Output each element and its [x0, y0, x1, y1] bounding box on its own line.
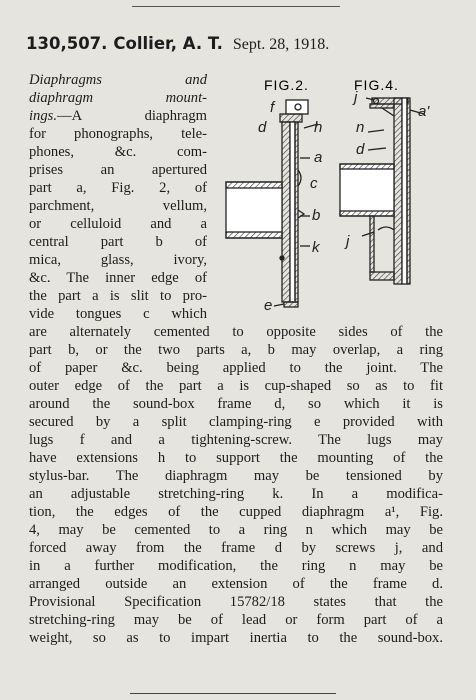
label-e: e — [264, 297, 273, 314]
text-line-30: Provisional Specification 15782/18 states that the — [29, 594, 443, 610]
text-line-5: phones, &c. com- — [29, 144, 207, 160]
text-line-8: parchment, vellum, — [29, 198, 207, 214]
label-n: n — [356, 119, 365, 136]
fig4-drawing — [340, 98, 424, 284]
text-line-17: of paper &c. being applied to the joint. The — [29, 360, 443, 376]
text-line-3 — [29, 108, 207, 125]
text-line-9: or celluloid and a — [29, 216, 207, 232]
text-line-18: outer edge of the part a is cup-shaped so as to fit — [29, 378, 443, 394]
text-line-32: weight, so as to impart inertia to the sound-box. — [29, 630, 443, 646]
text-line-13: the part a is slit to pro- — [29, 288, 207, 304]
text-line-27: forced away from the frame d by screws j, and — [29, 540, 443, 556]
text-line-26: 4, may be cemented to a ring n which may be — [29, 522, 443, 538]
top-rule — [132, 6, 340, 7]
label-d-fig4: d — [356, 141, 365, 158]
fig2-title: FIG.2. — [264, 77, 309, 93]
text-line-2: diaphragm mount- — [29, 90, 207, 106]
patent-header — [26, 34, 466, 55]
label-a-prime: a' — [418, 103, 430, 120]
text-line-16: part b, or the two parts a, b may overlap, a ring — [29, 342, 443, 358]
text-line-29: arranged outside an extension of the frame d. — [29, 576, 443, 592]
patent-number: 130,507. — [26, 34, 108, 53]
text-line-21: lugs f and a tightening-screw. The lugs may — [29, 432, 443, 448]
text-line-14: vide tongues c which — [29, 306, 207, 322]
text-line-11: mica, glass, ivory, — [29, 252, 207, 268]
fig4-title: FIG.4. — [354, 77, 399, 93]
text-line-6: prises an apertured — [29, 162, 207, 178]
text-line-15: are alternately cemented to opposite sides of the — [29, 324, 443, 340]
label-k: k — [312, 239, 320, 256]
patent-date: Sept. 28, 1918. — [232, 36, 330, 53]
fig2-drawing — [226, 100, 321, 307]
label-c: c — [310, 175, 318, 192]
text-line-28: in a further modification, the ring n may be — [29, 558, 443, 574]
text-line-3-rest: —A diaphragm — [56, 108, 207, 124]
text-line-23: stylus-bar. The diaphragm may be tensioned by — [29, 468, 443, 484]
text-line-20: secured by a split clamping-ring e provided with — [29, 414, 443, 430]
label-j: j — [354, 89, 358, 106]
label-f: f — [270, 99, 275, 116]
text-line-10: central part b of — [29, 234, 207, 250]
text-line-24: an adjustable stretching-ring k. In a modifica- — [29, 486, 443, 502]
label-a: a — [314, 149, 323, 166]
bottom-rule — [130, 693, 336, 694]
label-d: d — [258, 119, 267, 136]
text-line-3-italic: ings. — [29, 108, 57, 124]
text-line-1: Diaphragms and — [29, 72, 207, 88]
text-line-4: for phonographs, tele- — [29, 126, 207, 142]
text-line-12: &c. The inner edge of — [29, 270, 207, 286]
patent-figures — [214, 70, 454, 318]
text-line-22: have extensions h to support the mounting of the — [29, 450, 443, 466]
text-line-31: stretching-ring may be of lead or form part of a — [29, 612, 443, 628]
label-j-lower: j — [346, 233, 350, 250]
label-h: h — [314, 119, 323, 136]
inventor-name: Collier, A. T. — [113, 34, 223, 53]
label-b: b — [312, 207, 321, 224]
text-line-7: part a, Fig. 2, of — [29, 180, 207, 196]
text-line-25: tion, the edges of the cupped diaphragm a¹, Fig. — [29, 504, 443, 520]
text-line-19: around the sound-box frame d, so which it is — [29, 396, 443, 412]
